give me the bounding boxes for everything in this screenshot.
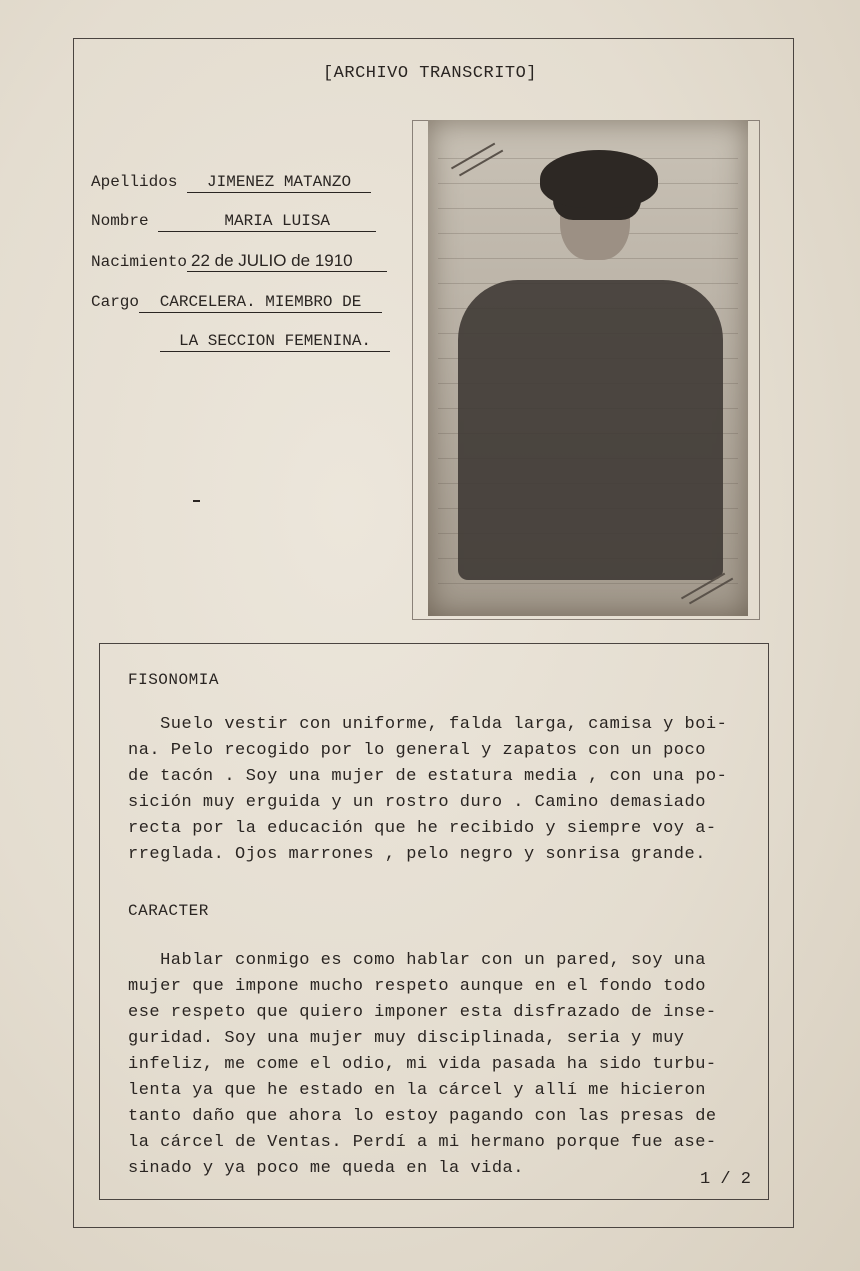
text-line: na. Pelo recogido por lo general y zapatos con un poco: [128, 741, 706, 760]
field-nombre: [91, 211, 376, 232]
field-nacimiento: [91, 251, 387, 272]
text-line: ese respeto que quiero imponer esta disfrazado de inse-: [128, 1003, 717, 1022]
text-line: la cárcel de Ventas. Perdí a mi hermano porque fue ase-: [128, 1133, 717, 1152]
fisonomia-text: [128, 712, 727, 868]
text-line: rreglada. Ojos marrones , pelo negro y sonrisa grande.: [128, 845, 706, 864]
portrait-photo: [428, 120, 748, 616]
field-label: Nacimiento: [91, 253, 188, 271]
field-value: 22 de JULIO de 1910: [187, 251, 387, 272]
section-heading-caracter: CARACTER: [128, 902, 209, 920]
text-line: de tacón . Soy una mujer de estatura media , con una po-: [128, 767, 728, 786]
field-value: JIMENEZ MATANZO: [187, 172, 371, 193]
caracter-text: [128, 948, 717, 1182]
text-line: sinado y ya poco me queda en la vida.: [128, 1159, 524, 1178]
text-line: mujer que impone mucho respeto aunque en el fondo todo: [128, 977, 706, 996]
field-cargo: [91, 292, 382, 313]
text-line: infeliz, me come el odio, mi vida pasada ha sido turbu-: [128, 1055, 717, 1074]
section-heading-fisonomia: FISONOMIA: [128, 671, 219, 689]
text-line: Hablar conmigo es como hablar con un pared, soy una: [128, 951, 706, 970]
field-label: Nombre: [91, 212, 149, 230]
text-line: Suelo vestir con uniforme, falda larga, camisa y boi-: [128, 715, 728, 734]
stray-mark: [193, 500, 200, 502]
field-cargo-continued: [160, 331, 390, 352]
document-title: [ARCHIVO TRANSCRITO]: [322, 64, 538, 83]
field-label: Cargo: [91, 293, 140, 311]
field-value: LA SECCION FEMENINA.: [160, 331, 390, 352]
field-value: MARIA LUISA: [158, 211, 376, 232]
text-line: guridad. Soy una mujer muy disciplinada, seria y muy: [128, 1029, 685, 1048]
text-line: tanto daño que ahora lo estoy pagando con las presas de: [128, 1107, 717, 1126]
field-label: Apellidos: [91, 173, 178, 191]
text-line: sición muy erguida y un rostro duro . Camino demasiado: [128, 793, 706, 812]
page-number: 1 / 2: [700, 1170, 752, 1189]
text-line: recta por la educación que he recibido y siempre voy a-: [128, 819, 717, 838]
field-value: CARCELERA. MIEMBRO DE: [139, 292, 382, 313]
field-apellidos: [91, 172, 371, 193]
text-line: lenta ya que he estado en la cárcel y allí me hicieron: [128, 1081, 706, 1100]
